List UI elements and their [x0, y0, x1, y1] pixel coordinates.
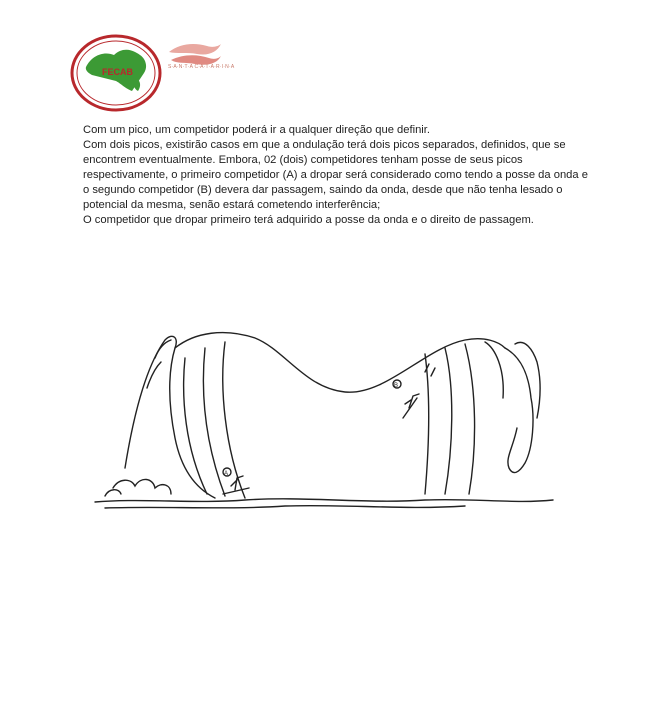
two-peak-wave-illustration — [85, 318, 555, 518]
surfer-a-label: A — [224, 471, 229, 477]
santa-catarina-logo — [163, 38, 225, 78]
logo-second-text: S·A·N·T·A C·A·T·A·R·I·N·A — [168, 64, 235, 70]
surfer-b-label: B — [394, 383, 399, 389]
paragraph: Com um pico, um competidor poderá ir a qualquer direção que definir. — [83, 124, 430, 136]
paragraph: Com dois picos, existirão casos em que a ondulação terá dois picos separados, definidos, que se encontrem eventualmente. Embora, 02 (dois) competidores tenham posse de seus picos respectivamente, o primeiro competidor (A) a dropar será considerado como tendo a posse da onda e o segundo competidor (B) devera dar passagem, saindo da onda, desde que não tenha lesado o potencial da mesma, senão estará cometendo interferência; — [83, 139, 588, 211]
logo-main-text: FECAB — [102, 67, 133, 77]
fecab-logo — [70, 33, 162, 113]
paragraph: O competidor que dropar primeiro terá adquirido a posse da onda e o direito de passagem. — [83, 214, 534, 226]
body-text — [83, 123, 595, 228]
